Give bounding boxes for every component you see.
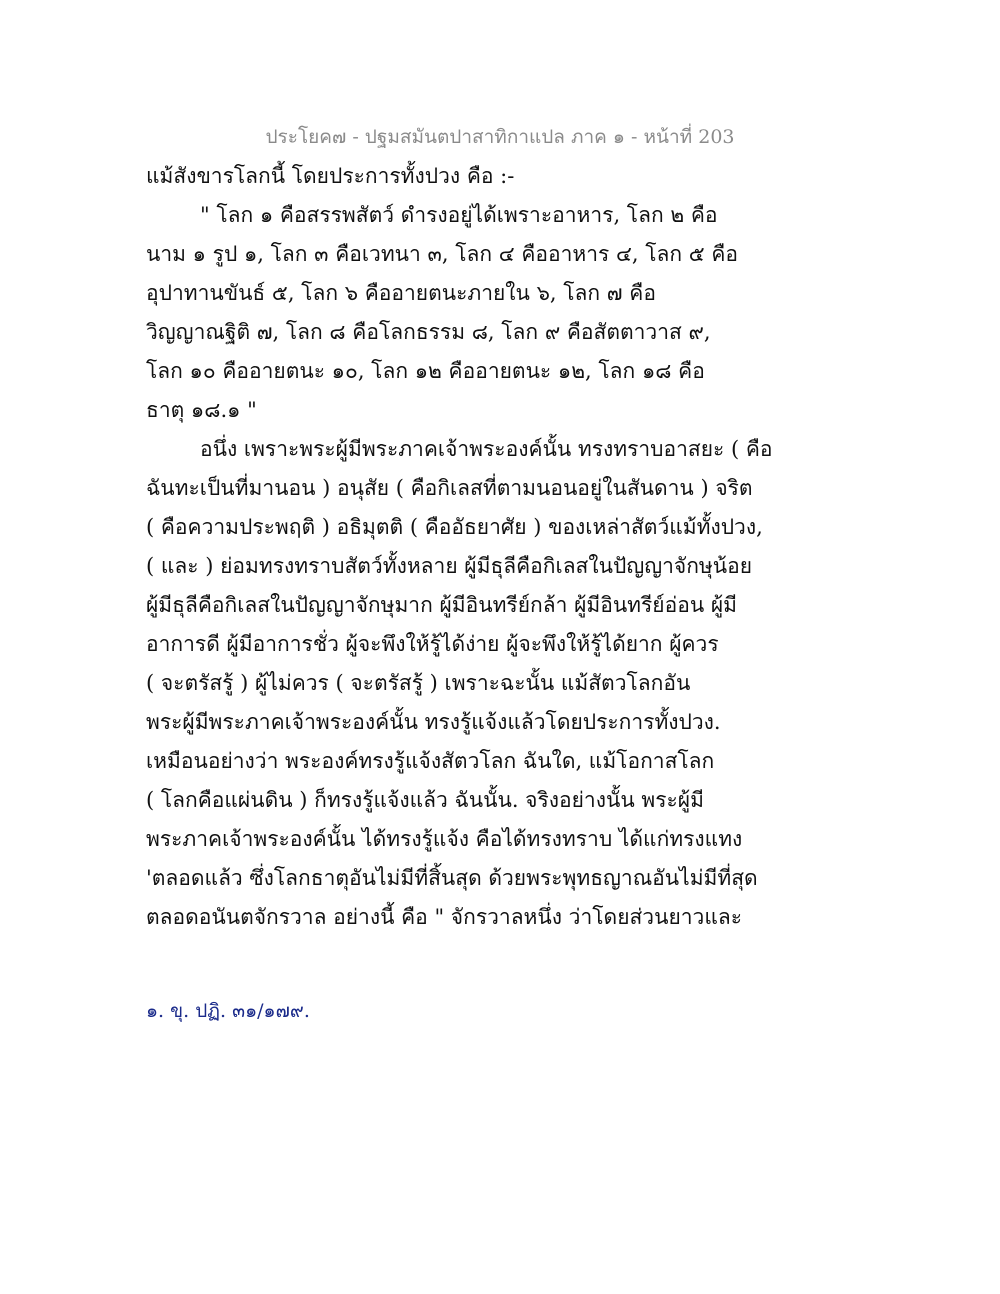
body-text [146, 157, 866, 937]
page-header: ประโยค๗ - ปฐมสมันตปาสาทิกาแปล ภาค ๑ - หน้าที่ 203 [265, 126, 735, 148]
text-line: วิญญาณฐิติ ๗, โลก ๘ คือโลกธรรม ๘, โลก ๙ คือสัตตาวาส ๙, [146, 320, 711, 344]
text-line: พระผู้มีพระภาคเจ้าพระองค์นั้น ทรงรู้แจ้งแล้วโดยประการทั้งปวง. [146, 710, 721, 734]
text-line: ( จะตรัสรู้ ) ผู้ไม่ควร ( จะตรัสรู้ ) เพราะฉะนั้น แม้สัตวโลกอัน [146, 671, 691, 695]
text-line: " โลก ๑ คือสรรพสัตว์ ดำรงอยู่ได้เพราะอาหาร, โลก ๒ คือ [200, 203, 718, 227]
text-line: แม้สังขารโลกนี้ โดยประการทั้งปวง คือ :- [146, 164, 515, 188]
footnote: ๑. ขุ. ปฏิ. ๓๑/๑๗๙. [146, 1000, 310, 1022]
text-line: ธาตุ ๑๘.๑ " [146, 398, 257, 422]
text-line: อุปาทานขันธ์ ๕, โลก ๖ คืออายตนะภายใน ๖, โลก ๗ คือ [146, 281, 656, 305]
text-line: ( โลกคือแผ่นดิน ) ก็ทรงรู้แจ้งแล้ว ฉันนั้น. จริงอย่างนั้น พระผู้มี [146, 788, 704, 812]
text-line: ผู้มีธุลีคือกิเลสในปัญญาจักษุมาก ผู้มีอินทรีย์กล้า ผู้มีอินทรีย์อ่อน ผู้มี [146, 593, 738, 617]
text-line: โลก ๑๐ คืออายตนะ ๑๐, โลก ๑๒ คืออายตนะ ๑๒, โลก ๑๘ คือ [146, 359, 705, 383]
text-line: อาการดี ผู้มีอาการชั่ว ผู้จะพึงให้รู้ได้ง่าย ผู้จะพึงให้รู้ได้ยาก ผู้ควร [146, 632, 719, 656]
text-line: ( คือความประพฤติ ) อธิมุตติ ( คืออัธยาศัย ) ของเหล่าสัตว์แม้ทั้งปวง, [146, 515, 763, 539]
text-line: นาม ๑ รูป ๑, โลก ๓ คือเวทนา ๓, โลก ๔ คืออาหาร ๔, โลก ๕ คือ [146, 242, 738, 266]
text-line: ตลอดอนันตจักรวาล อย่างนี้ คือ " จักรวาลหนึ่ง ว่าโดยส่วนยาวและ [146, 905, 743, 929]
text-line: อนึ่ง เพราะพระผู้มีพระภาคเจ้าพระองค์นั้น ทรงทราบอาสยะ ( คือ [200, 437, 773, 461]
text-line: เหมือนอย่างว่า พระองค์ทรงรู้แจ้งสัตวโลก ฉันใด, แม้โอกาสโลก [146, 749, 715, 773]
text-line: ( และ ) ย่อมทรงทราบสัตว์ทั้งหลาย ผู้มีธุลีคือกิเลสในปัญญาจักษุน้อย [146, 554, 753, 578]
text-line: 'ตลอดแล้ว ซึ่งโลกธาตุอันไม่มีที่สิ้นสุด ด้วยพระพุทธญาณอันไม่มีที่สุด [146, 866, 758, 890]
text-line: ฉันทะเป็นที่มานอน ) อนุสัย ( คือกิเลสที่ตามนอนอยู่ในสันดาน ) จริต [146, 476, 753, 500]
text-line: พระภาคเจ้าพระองค์นั้น ได้ทรงรู้แจ้ง คือได้ทรงทราบ ได้แก่ทรงแทง [146, 827, 743, 851]
